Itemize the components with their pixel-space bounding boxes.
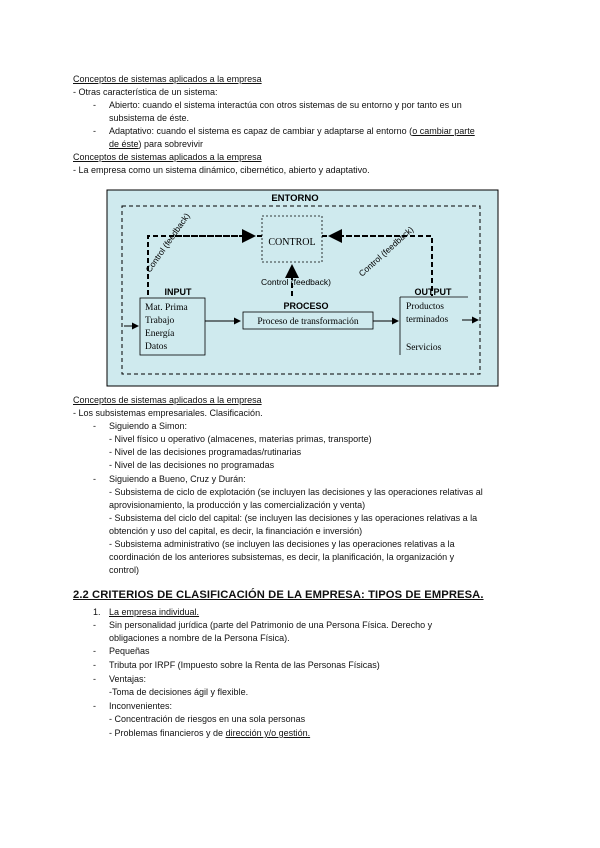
list-item-text: obligaciones a nombre de la Persona Física). [109, 633, 290, 643]
sub-item: - Nivel físico u operativo (almacenes, materias primas, transporte) [109, 434, 372, 444]
sub-item: aprovisionamiento, la producción y las comercialización y venta) [109, 500, 366, 510]
list-item-text: Sin personalidad jurídica (parte del Patrimonio de una Persona Física. Derecho y [109, 620, 433, 630]
list-item-text: subsistema de éste. [109, 113, 190, 123]
control-label: CONTROL [268, 237, 316, 248]
list-item-text: Pequeñas [109, 646, 150, 656]
text-run: - Problemas financieros y de [109, 728, 226, 738]
underlined-text: dirección y/o gestión. [225, 728, 311, 738]
list-item-text: Abierto: cuando el sistema interactúa con otros sistemas de su entorno y por tanto es un [109, 100, 462, 110]
section-heading: Conceptos de sistemas aplicados a la empresa [73, 152, 262, 162]
list-bullet: - [93, 126, 96, 136]
sub-item: - Subsistema de ciclo de explotación (se incluyen las decisiones y las operaciones relativas al [109, 487, 483, 497]
list-item-text: - Concentración de riesgos en una sola personas [109, 714, 306, 724]
list-bullet: - [93, 660, 96, 670]
output-item: Productos [406, 302, 444, 312]
control-feedback-left-label: Control (feedback) [143, 211, 192, 275]
input-item: Energía [145, 329, 175, 339]
sub-item: - Nivel de las decisiones no programadas [109, 460, 275, 470]
list-item-text [109, 727, 310, 739]
item-number: 1. [93, 607, 101, 617]
output-item: terminados [406, 315, 449, 325]
sub-item: obtención y uso del capital, es decir, la financiación e inversión) [109, 526, 363, 536]
sub-item: - Nivel de las decisiones programadas/rutinarias [109, 447, 302, 457]
sub-item: coordinación de los anteriores subsistemas, es decir, la planificación, la organización y [109, 552, 455, 562]
list-bullet: - [93, 620, 96, 630]
list-item-text: Tributa por IRPF (Impuesto sobre la Renta de las Personas Físicas) [109, 660, 380, 670]
input-item: Trabajo [145, 316, 175, 326]
output-label: OUTPUT [414, 287, 452, 297]
entorno-label: ENTORNO [271, 193, 319, 204]
control-feedback-center-label: Control (feedback) [261, 277, 331, 287]
sub-item: - Subsistema del ciclo del capital: (se incluyen las decisiones y las operaciones relativas a la [109, 513, 478, 523]
section-heading: Conceptos de sistemas aplicados a la empresa [73, 395, 262, 405]
list-item-text: Ventajas: [109, 674, 147, 684]
process-label: PROCESO [283, 301, 329, 311]
list-bullet: - [93, 474, 96, 484]
list-bullet: - [93, 701, 96, 711]
sub-item: - Subsistema administrativo (se incluyen las decisiones y las operaciones relativas a la [109, 539, 455, 549]
item-title: La empresa individual. [109, 607, 200, 617]
input-item: Datos [145, 342, 168, 352]
output-services: Servicios [406, 343, 442, 353]
section-heading: Conceptos de sistemas aplicados a la empresa [73, 74, 262, 84]
list-item-text: Inconvenientes: [109, 701, 173, 711]
underlined-text: o cambiar parte [412, 126, 475, 136]
section-intro: - Otras característica de un sistema: [73, 87, 218, 97]
control-feedback-right-label: Control (feedback) [356, 224, 416, 279]
text-run: ) para sobrevivir [138, 139, 204, 149]
text-run: Adaptativo: cuando el sistema es capaz de cambiar y adaptarse al entorno ( [109, 126, 413, 136]
list-bullet: - [93, 646, 96, 656]
list-item-text: -Toma de decisiones ágil y flexible. [109, 687, 249, 697]
list-item-title: Siguiendo a Simon: [109, 421, 188, 431]
section-title: 2.2 CRITERIOS DE CLASIFICACIÓN DE LA EMPRESA: TIPOS DE EMPRESA. [73, 589, 484, 601]
list-item-title: Siguiendo a Bueno, Cruz y Durán: [109, 474, 246, 484]
list-bullet: - [93, 674, 96, 684]
section-intro: - Los subsistemas empresariales. Clasificación. [73, 408, 263, 418]
input-item: Mat. Prima [145, 303, 188, 313]
list-bullet: - [93, 100, 96, 110]
section-intro: - La empresa como un sistema dinámico, cibernético, abierto y adaptativo. [73, 165, 370, 175]
process-box-label: Proceso de transformación [257, 317, 359, 327]
input-label: INPUT [164, 287, 192, 297]
underlined-text: de éste [109, 139, 139, 149]
list-bullet: - [93, 421, 96, 431]
sub-item: control) [109, 565, 140, 575]
